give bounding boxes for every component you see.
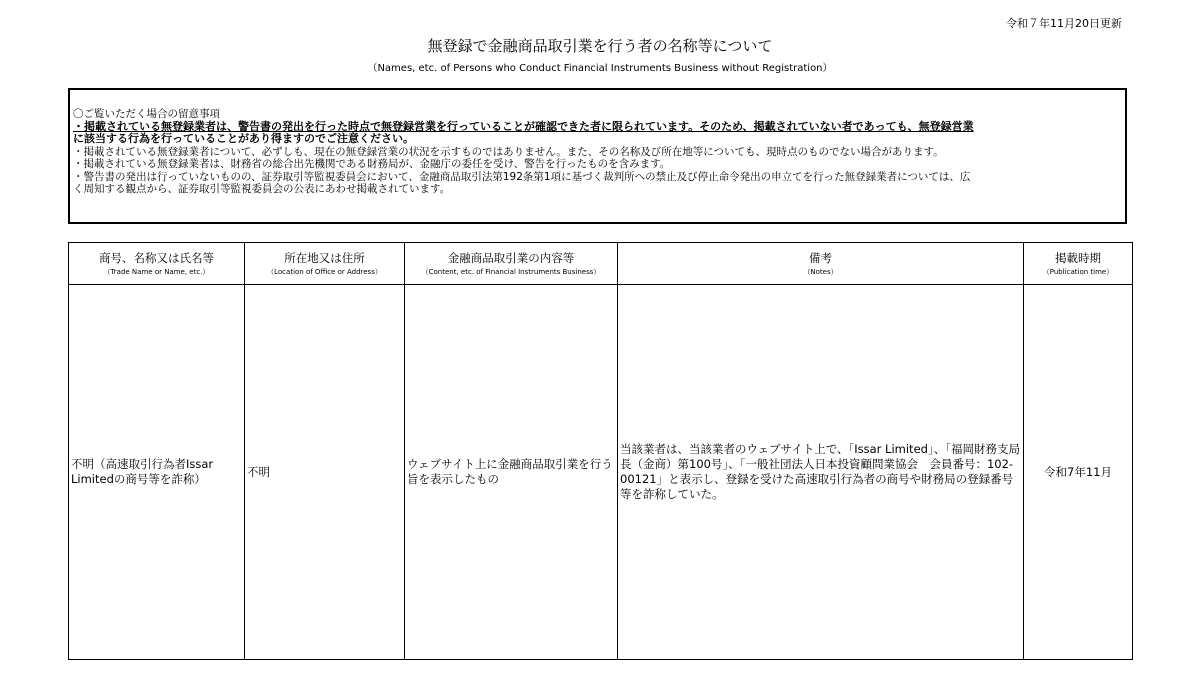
column-header-address: [245, 243, 405, 285]
column-header-content: [405, 243, 618, 285]
cell-publication: 令和7年11月: [1024, 285, 1133, 660]
cell-notes: 当該業者は、当該業者のウェブサイト上で、「Issar Limited」、「福岡財務支局長（金商）第100号」、「一般社団法人日本投資顧問業協会 会員番号：102-00121」と表示し、登録を受けた高速取引行為者の商号や財務局の登録番号等を詐称していた。: [618, 285, 1024, 660]
cell-address: 不明: [245, 285, 405, 660]
notice-box: [68, 88, 1127, 224]
column-header-address-jp: 所在地又は住所: [284, 250, 365, 265]
column-header-name-jp: 商号、名称又は氏名等: [99, 250, 214, 265]
column-header-content-jp: 金融商品取引業の内容等: [447, 250, 575, 265]
notice-bold-line-1: ・掲載されている無登録業者は、警告書の発出を行った時点で無登録営業を行っていることが確認できた者に限られています。そのため、掲載されていない者であっても、無登録営業: [73, 119, 974, 133]
column-header-notes-en: （Notes）: [803, 267, 838, 276]
column-header-name: [69, 243, 245, 285]
cell-name: 不明（高速取引行為者Issar Limitedの商号等を詐称）: [69, 285, 245, 660]
table-header-row: [69, 243, 1133, 285]
notice-line-4: ・掲載されている無登録業者は、財務省の総合出先機関である財務局が、金融庁の委任を受け、警告を行ったものを含みます。: [73, 158, 671, 170]
notice-line-3: ・掲載されている無登録業者について、必ずしも、現在の無登録営業の状況を示すものではありません。また、その名称及び所在地等についても、現時点のものでない場合があります。: [73, 145, 944, 158]
notice-heading: 〇ご覧いただく場合の留意事項: [73, 108, 220, 120]
column-header-address-en: （Location of Office or Address）: [267, 267, 382, 276]
page-subtitle: （Names, etc. of Persons who Conduct Financial Instruments Business without Registration）: [367, 63, 833, 74]
notice-bold-line-2: に該当する行為を行っていることがあり得ますのでご注意ください。: [73, 132, 414, 145]
cell-content: ウェブサイト上に金融商品取引業を行う旨を表示したもの: [405, 285, 618, 660]
column-header-name-en: （Trade Name or Name, etc.）: [103, 267, 210, 276]
column-header-publication-jp: 掲載時期: [1055, 250, 1101, 265]
column-header-content-en: （Content, etc. of Financial Instruments Business）: [421, 267, 601, 276]
table-row: [69, 285, 1133, 660]
updated-date: 令和７年11月20日更新: [1006, 17, 1122, 30]
column-header-publication: [1024, 243, 1133, 285]
notice-line-6: く周知する観点から、証券取引等監視委員会の公表にあわせ掲載されています。: [73, 183, 451, 195]
unregistered-business-table: [68, 242, 1133, 660]
column-header-notes-jp: 備考: [809, 250, 832, 265]
notice-line-5: ・警告書の発出は行っていないものの、証券取引等監視委員会において、金融商品取引法第192条第1項に基づく裁判所への禁止及び停止命令発出の申立てを行った無登録業者については、広: [73, 170, 971, 183]
column-header-publication-en: （Publication time）: [1042, 267, 1114, 276]
page-title: 無登録で金融商品取引業を行う者の名称等について: [427, 37, 773, 55]
column-header-notes: [618, 243, 1024, 285]
